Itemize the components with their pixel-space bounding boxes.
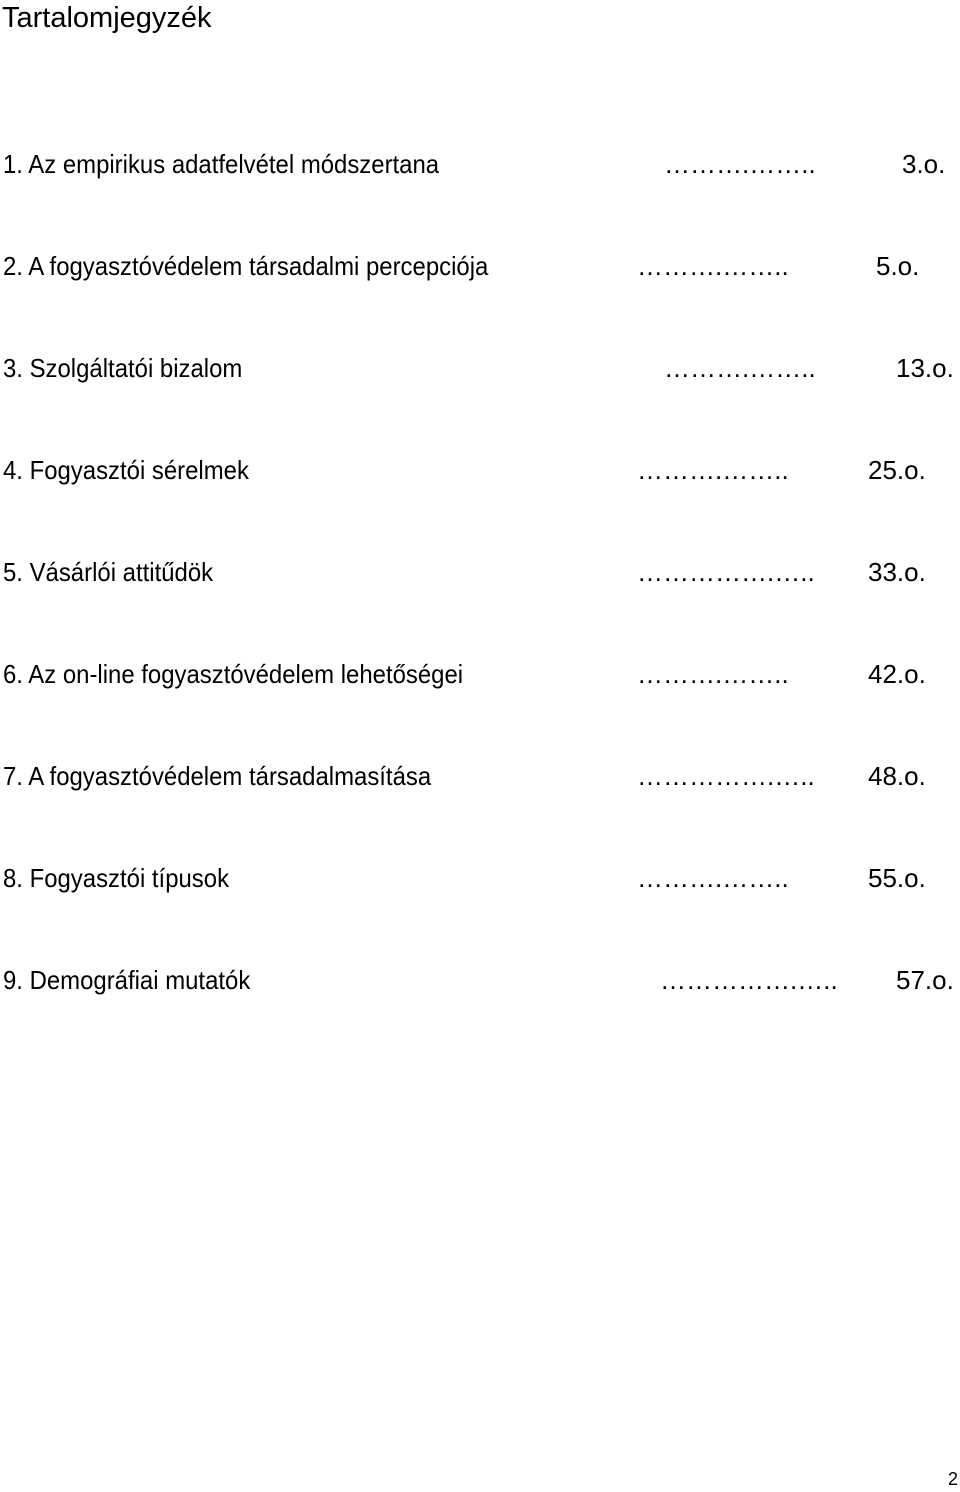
toc-entry-title: 3. Szolgáltatói bizalom xyxy=(3,353,243,383)
toc-entry-leader: ……….…….. xyxy=(664,353,816,383)
toc-entry-title: 2. A fogyasztóvédelem társadalmi percepciója xyxy=(3,251,489,281)
toc-entry-page: 48.o. xyxy=(868,761,926,791)
toc-entry-title: 1. Az empirikus adatfelvétel módszertana xyxy=(3,149,440,179)
page-number: 2 xyxy=(947,1469,958,1489)
toc-entry xyxy=(0,248,960,284)
toc-entry-leader: ……….…….. xyxy=(637,659,789,689)
toc-entry xyxy=(0,758,960,794)
toc-entry-title: 4. Fogyasztói sérelmek xyxy=(3,455,249,485)
toc-entry-title: 9. Demográfiai mutatók xyxy=(3,965,251,995)
toc-entry xyxy=(0,656,960,692)
toc-entry-leader: …………….….. xyxy=(637,557,815,587)
toc-entry-page: 25.o. xyxy=(868,455,926,485)
toc-entry-leader: ……….…….. xyxy=(637,455,789,485)
toc-entry xyxy=(0,146,960,182)
toc-entry-page: 33.o. xyxy=(868,557,926,587)
toc-entry-leader: ……….…….. xyxy=(637,251,789,281)
toc-entry-page: 13.o. xyxy=(896,353,954,383)
toc-entry-title: 8. Fogyasztói típusok xyxy=(3,863,230,893)
toc-entry-leader: ……….…….. xyxy=(664,149,816,179)
toc-entry xyxy=(0,554,960,590)
document-title: Tartalomjegyzék xyxy=(2,2,212,34)
toc-entry-leader: ……….…….. xyxy=(637,863,789,893)
toc-entry xyxy=(0,962,960,998)
toc-entry-title: 5. Vásárlói attitűdök xyxy=(3,557,214,587)
toc-entry xyxy=(0,860,960,896)
toc-entry-page: 42.o. xyxy=(868,659,926,689)
toc-entry-page: 55.o. xyxy=(868,863,926,893)
toc-entry-page: 57.o. xyxy=(896,965,954,995)
toc-entry-leader: …………….….. xyxy=(637,761,815,791)
toc-entry-page: 5.o. xyxy=(876,251,920,281)
toc-entry-page: 3.o. xyxy=(902,149,946,179)
toc-entry-leader: …………….….. xyxy=(660,965,838,995)
toc-entry xyxy=(0,452,960,488)
toc-entry-title: 6. Az on-line fogyasztóvédelem lehetőségei xyxy=(3,659,464,689)
toc-entry-title: 7. A fogyasztóvédelem társadalmasítása xyxy=(3,761,432,791)
toc-entry xyxy=(0,350,960,386)
